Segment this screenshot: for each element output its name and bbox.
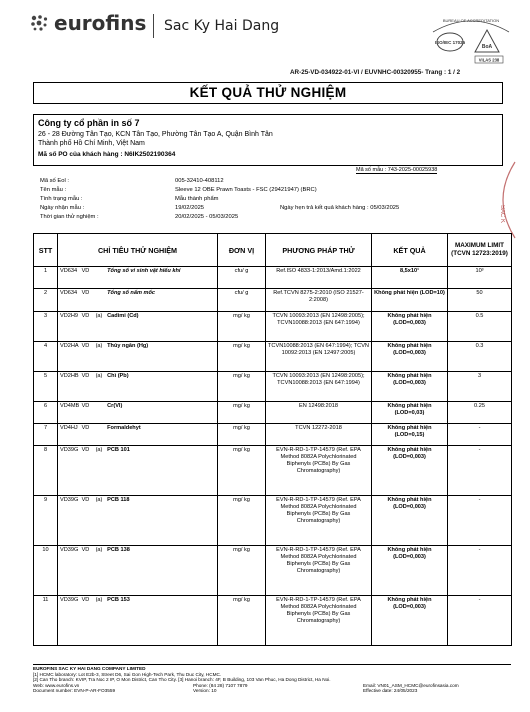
cell-parameter (58, 267, 218, 289)
po-value: N6IK2502190364 (124, 151, 176, 158)
cell-accred: (a) (95, 547, 103, 553)
cell-result: Không phát hiện (LOD=0,15) (372, 424, 448, 446)
cell-result: Không phát hiện (LOD=0,003) (372, 312, 448, 342)
cell-method: Ref.TCVN 8275-2:2010 (ISO 21527-2:2008) (266, 289, 372, 312)
info-label-name: Tên mẫu : (40, 187, 67, 193)
cell-max: - (448, 596, 512, 646)
cell-max: 0.3 (448, 342, 512, 372)
cell-method: EVN-R-RD-1-TP-14579 (Ref. EPA Method 8082A Polychlorinated Biphenyls (PCBs) By Gas Chromatography) (266, 446, 372, 496)
brand-name: eurofins (54, 11, 147, 35)
table-row (34, 446, 512, 496)
info-value-eol: 005-32410-408112 (175, 178, 224, 184)
cell-code: VD2H9 (60, 313, 79, 319)
cell-stt: 11 (34, 596, 58, 646)
result-due-date: Ngày hẹn trả kết quả khách hàng : 05/03/2025 (280, 205, 400, 211)
cell-vd: VD (81, 447, 90, 453)
table-row (34, 312, 512, 342)
results-table (33, 233, 512, 646)
footer-effective-date: Effective date: 24/05/2023 (363, 688, 418, 694)
cell-code: VD2HA (60, 343, 79, 349)
cell-unit: mg/ kg (218, 402, 266, 424)
cell-code: VD39G (60, 547, 79, 553)
cell-vd: VD (81, 497, 90, 503)
cell-method: TCVN 10093:2013 (EN 12498:2005); TCVN10088:2013 (EN 647:1994) (266, 312, 372, 342)
sample-number: Mã số mẫu : 743-2025-00025938 (356, 167, 438, 173)
cell-parameter (58, 596, 218, 646)
header-divider (153, 14, 154, 38)
report-number: AR-25-VD-034922-01-VI / EUVNHC-00320955- Trang : 1 / 2 (290, 69, 461, 76)
cell-method: TCVN 10093:2013 (EN 12498:2005); TCVN10088:2013 (EN 647:1994) (266, 372, 372, 402)
cell-parameter (58, 402, 218, 424)
cell-max: - (448, 546, 512, 596)
cell-parameter (58, 446, 218, 496)
table-row (34, 372, 512, 402)
po-label: Mã số PO của khách hàng : (38, 151, 123, 158)
footer-line2b: [3] Hanoi branch: 4F, B Building, 103 Van Phuc, Ha Dong District, Ha Noi. (178, 677, 331, 683)
cell-vd: VD (81, 547, 90, 553)
cell-code: VD2HB (60, 373, 79, 379)
cell-parameter (58, 424, 218, 446)
cell-stt: 8 (34, 446, 58, 496)
cell-unit: cfu/ g (218, 289, 266, 312)
cell-param-name: Chì (Pb) (107, 373, 129, 379)
cell-code: VD634 (60, 290, 78, 296)
header-method: PHƯƠNG PHÁP THỬ (266, 234, 372, 267)
footer-phone: Phone: (84 28) 7107 7879 (193, 682, 248, 688)
table-row (34, 596, 512, 646)
cell-vd: VD (81, 268, 90, 274)
cell-stt: 5 (34, 372, 58, 402)
info-label-eol: Mã số Eol : (40, 178, 69, 184)
table-body (34, 267, 512, 646)
info-value-state: Mẫu thành phẩm (175, 196, 219, 202)
cell-parameter (58, 289, 218, 312)
cell-stt: 10 (34, 546, 58, 596)
cell-param-name: PCB 153 (107, 597, 130, 603)
eurofins-logo-icon (30, 14, 50, 32)
seal-code: VILAS 238 (478, 57, 500, 63)
cell-code: VD4HJ (60, 425, 78, 431)
seal-top-text: BUREAU OF ACCREDITATION (442, 18, 500, 23)
cell-method: Ref.ISO 4833-1:2013/Amd.1:2022 (266, 267, 372, 289)
table-header-row (34, 234, 512, 267)
document-title: KẾT QUẢ THỬ NGHIỆM (33, 82, 503, 104)
cell-result: Không phát hiện (LOD=0,003) (372, 446, 448, 496)
cell-max: 50 (448, 289, 512, 312)
footer-doc-number: Document number: EVN-P-AR-FO3559 (33, 688, 116, 694)
client-address (38, 130, 273, 148)
table-row (34, 289, 512, 312)
cell-vd: VD (81, 290, 90, 296)
cell-result: Không phát hiện (LOD=0,003) (372, 496, 448, 546)
cell-result: Không phát hiện (LOD=0,003) (372, 546, 448, 596)
cell-unit: cfu/ g (218, 267, 266, 289)
cell-code: VD39G (60, 497, 79, 503)
cell-method: EN 12498:2018 (266, 402, 372, 424)
cell-method: EVN-R-RD-1-TP-14579 (Ref. EPA Method 8082A Polychlorinated Biphenyls (PCBs) By Gas Chromatography) (266, 596, 372, 646)
client-address-line1: 26 - 28 Đường Tân Tạo, KCN Tân Tạo, Phường Tân Tạo A, Quận Bình Tân (38, 131, 273, 138)
footer-line2a: [2] Can Tho branch: KVIP, Tra Noc 2 IP, O Mon District, Can Tho City. (33, 677, 177, 683)
cell-stt: 7 (34, 424, 58, 446)
side-stamp-icon (487, 160, 517, 240)
cell-param-name: PCB 118 (107, 497, 130, 503)
cell-param-name: Thủy ngân (Hg) (107, 343, 149, 349)
cell-unit: mg/ kg (218, 312, 266, 342)
cell-unit: mg/ kg (218, 496, 266, 546)
cell-parameter (58, 546, 218, 596)
cell-accred: (a) (95, 597, 103, 603)
cell-method: EVN-R-RD-1-TP-14579 (Ref. EPA Method 8082A Polychlorinated Biphenyls (PCBs) By Gas Chromatography) (266, 496, 372, 546)
client-address-line2: Thành phố Hồ Chí Minh, Việt Nam (38, 140, 145, 147)
seal-right-badge: BoA (481, 44, 493, 50)
header-parameter: CHỈ TIÊU THỬ NGHIỆM (58, 234, 218, 267)
table-row (34, 546, 512, 596)
info-value-name: Sleeve 12 OBE Prawn Toasts - FSC (29421947) (BRC) (175, 187, 317, 193)
header-max-limit: MAXIMUM LIMIT (TCVN 12723:2019) (448, 234, 512, 267)
info-value-testing: 20/02/2025 - 05/03/2025 (175, 214, 239, 220)
cell-stt: 6 (34, 402, 58, 424)
cell-vd: VD (81, 597, 90, 603)
info-value-received: 19/02/2025 (175, 205, 205, 211)
cell-max: - (448, 424, 512, 446)
info-label-received: Ngày nhận mẫu : (40, 205, 85, 211)
seal-left-badge: ISO/IEC 17025 (434, 40, 466, 45)
table-row (34, 267, 512, 289)
table-row (34, 402, 512, 424)
cell-unit: mg/ kg (218, 446, 266, 496)
footer-website[interactable]: Web: www.eurofins.vn (33, 682, 80, 688)
cell-result: Không phát hiện (LOD=0,003) (372, 596, 448, 646)
cell-vd: VD (81, 373, 90, 379)
cell-method: TCVN10088:2013 (EN 647:1994); TCVN 10092:2013 (EN 12497:2005) (266, 342, 372, 372)
cell-code: VD39G (60, 597, 79, 603)
header-unit: ĐƠN VỊ (218, 234, 266, 267)
accreditation-seal-icon (425, 12, 517, 64)
cell-accred: (a) (95, 447, 103, 453)
cell-result: 8,5x10¹ (372, 267, 448, 289)
cell-param-name: Cadimi (Cd) (107, 313, 139, 319)
side-stamp-text: SAC K (499, 205, 505, 224)
footer-line4 (33, 688, 511, 694)
lab-name: Sac Ky Hai Dang (164, 18, 280, 34)
cell-max: 10³ (448, 267, 512, 289)
cell-stt: 1 (34, 267, 58, 289)
cell-max: 3 (448, 372, 512, 402)
footer-line1: [1] HCMC laboratory: Lot E2b-3, Street D6, Sai Gon High-Tech Park, Thu Duc City, HCMC. (33, 671, 222, 677)
cell-unit: mg/ kg (218, 424, 266, 446)
cell-vd: VD (81, 343, 90, 349)
cell-accred: (a) (95, 313, 103, 319)
cell-stt: 9 (34, 496, 58, 546)
cell-param-name: Cr(VI) (107, 403, 123, 409)
cell-param-name: Tổng số nấm mốc (107, 290, 155, 296)
cell-code: VD634 (60, 268, 78, 274)
cell-max: - (448, 496, 512, 546)
cell-vd: VD (81, 313, 90, 319)
cell-result: Không phát hiện (LOD=0,003) (372, 372, 448, 402)
info-label-state: Tình trạng mẫu : (40, 196, 83, 202)
table-row (34, 342, 512, 372)
cell-method: TCVN 12272-2018 (266, 424, 372, 446)
cell-parameter (58, 372, 218, 402)
client-name: Công ty cổ phần in số 7 (38, 118, 140, 128)
cell-stt: 4 (34, 342, 58, 372)
cell-parameter (58, 496, 218, 546)
cell-param-name: Formaldehyt (107, 425, 141, 431)
cell-vd: VD (81, 425, 90, 431)
cell-code: VD4MB (60, 403, 80, 409)
cell-vd: VD (81, 403, 90, 409)
cell-parameter (58, 312, 218, 342)
cell-max: - (448, 446, 512, 496)
cell-accred: (a) (95, 497, 103, 503)
cell-stt: 3 (34, 312, 58, 342)
table-row (34, 496, 512, 546)
cell-unit: mg/ kg (218, 596, 266, 646)
header-stt: STT (34, 234, 58, 267)
cell-result: Không phát hiện (LOD=10) (372, 289, 448, 312)
cell-param-name: PCB 101 (107, 447, 130, 453)
cell-code: VD39G (60, 447, 79, 453)
cell-unit: mg/ kg (218, 342, 266, 372)
table-row (34, 424, 512, 446)
cell-unit: mg/ kg (218, 546, 266, 596)
footer-email[interactable]: Email: VN01_ASM_HCMC@eurofinsasia.com (363, 682, 459, 688)
cell-result: Không phát hiện (LOD=0,03) (372, 402, 448, 424)
client-po (38, 151, 175, 158)
cell-unit: mg/ kg (218, 372, 266, 402)
client-info-box (33, 114, 503, 166)
cell-accred: (a) (95, 343, 103, 349)
cell-parameter (58, 342, 218, 372)
header-result: KẾT QUẢ (372, 234, 448, 267)
footer-company: EUROFINS SAC KY HAI DANG COMPANY LIMITED (33, 666, 146, 671)
cell-result: Không phát hiện (LOD=0,003) (372, 342, 448, 372)
footer-version: Version: 10 (193, 688, 217, 694)
cell-param-name: Tổng số vi sinh vật hiếu khí (107, 268, 181, 274)
info-label-testing: Thời gian thử nghiệm : (40, 214, 99, 220)
cell-max: 0.25 (448, 402, 512, 424)
cell-max: 0.5 (448, 312, 512, 342)
cell-accred: (a) (95, 373, 103, 379)
cell-method: EVN-R-RD-1-TP-14579 (Ref. EPA Method 8082A Polychlorinated Biphenyls (PCBs) By Gas Chromatography) (266, 546, 372, 596)
cell-stt: 2 (34, 289, 58, 312)
cell-param-name: PCB 138 (107, 547, 130, 553)
footer (33, 664, 511, 694)
